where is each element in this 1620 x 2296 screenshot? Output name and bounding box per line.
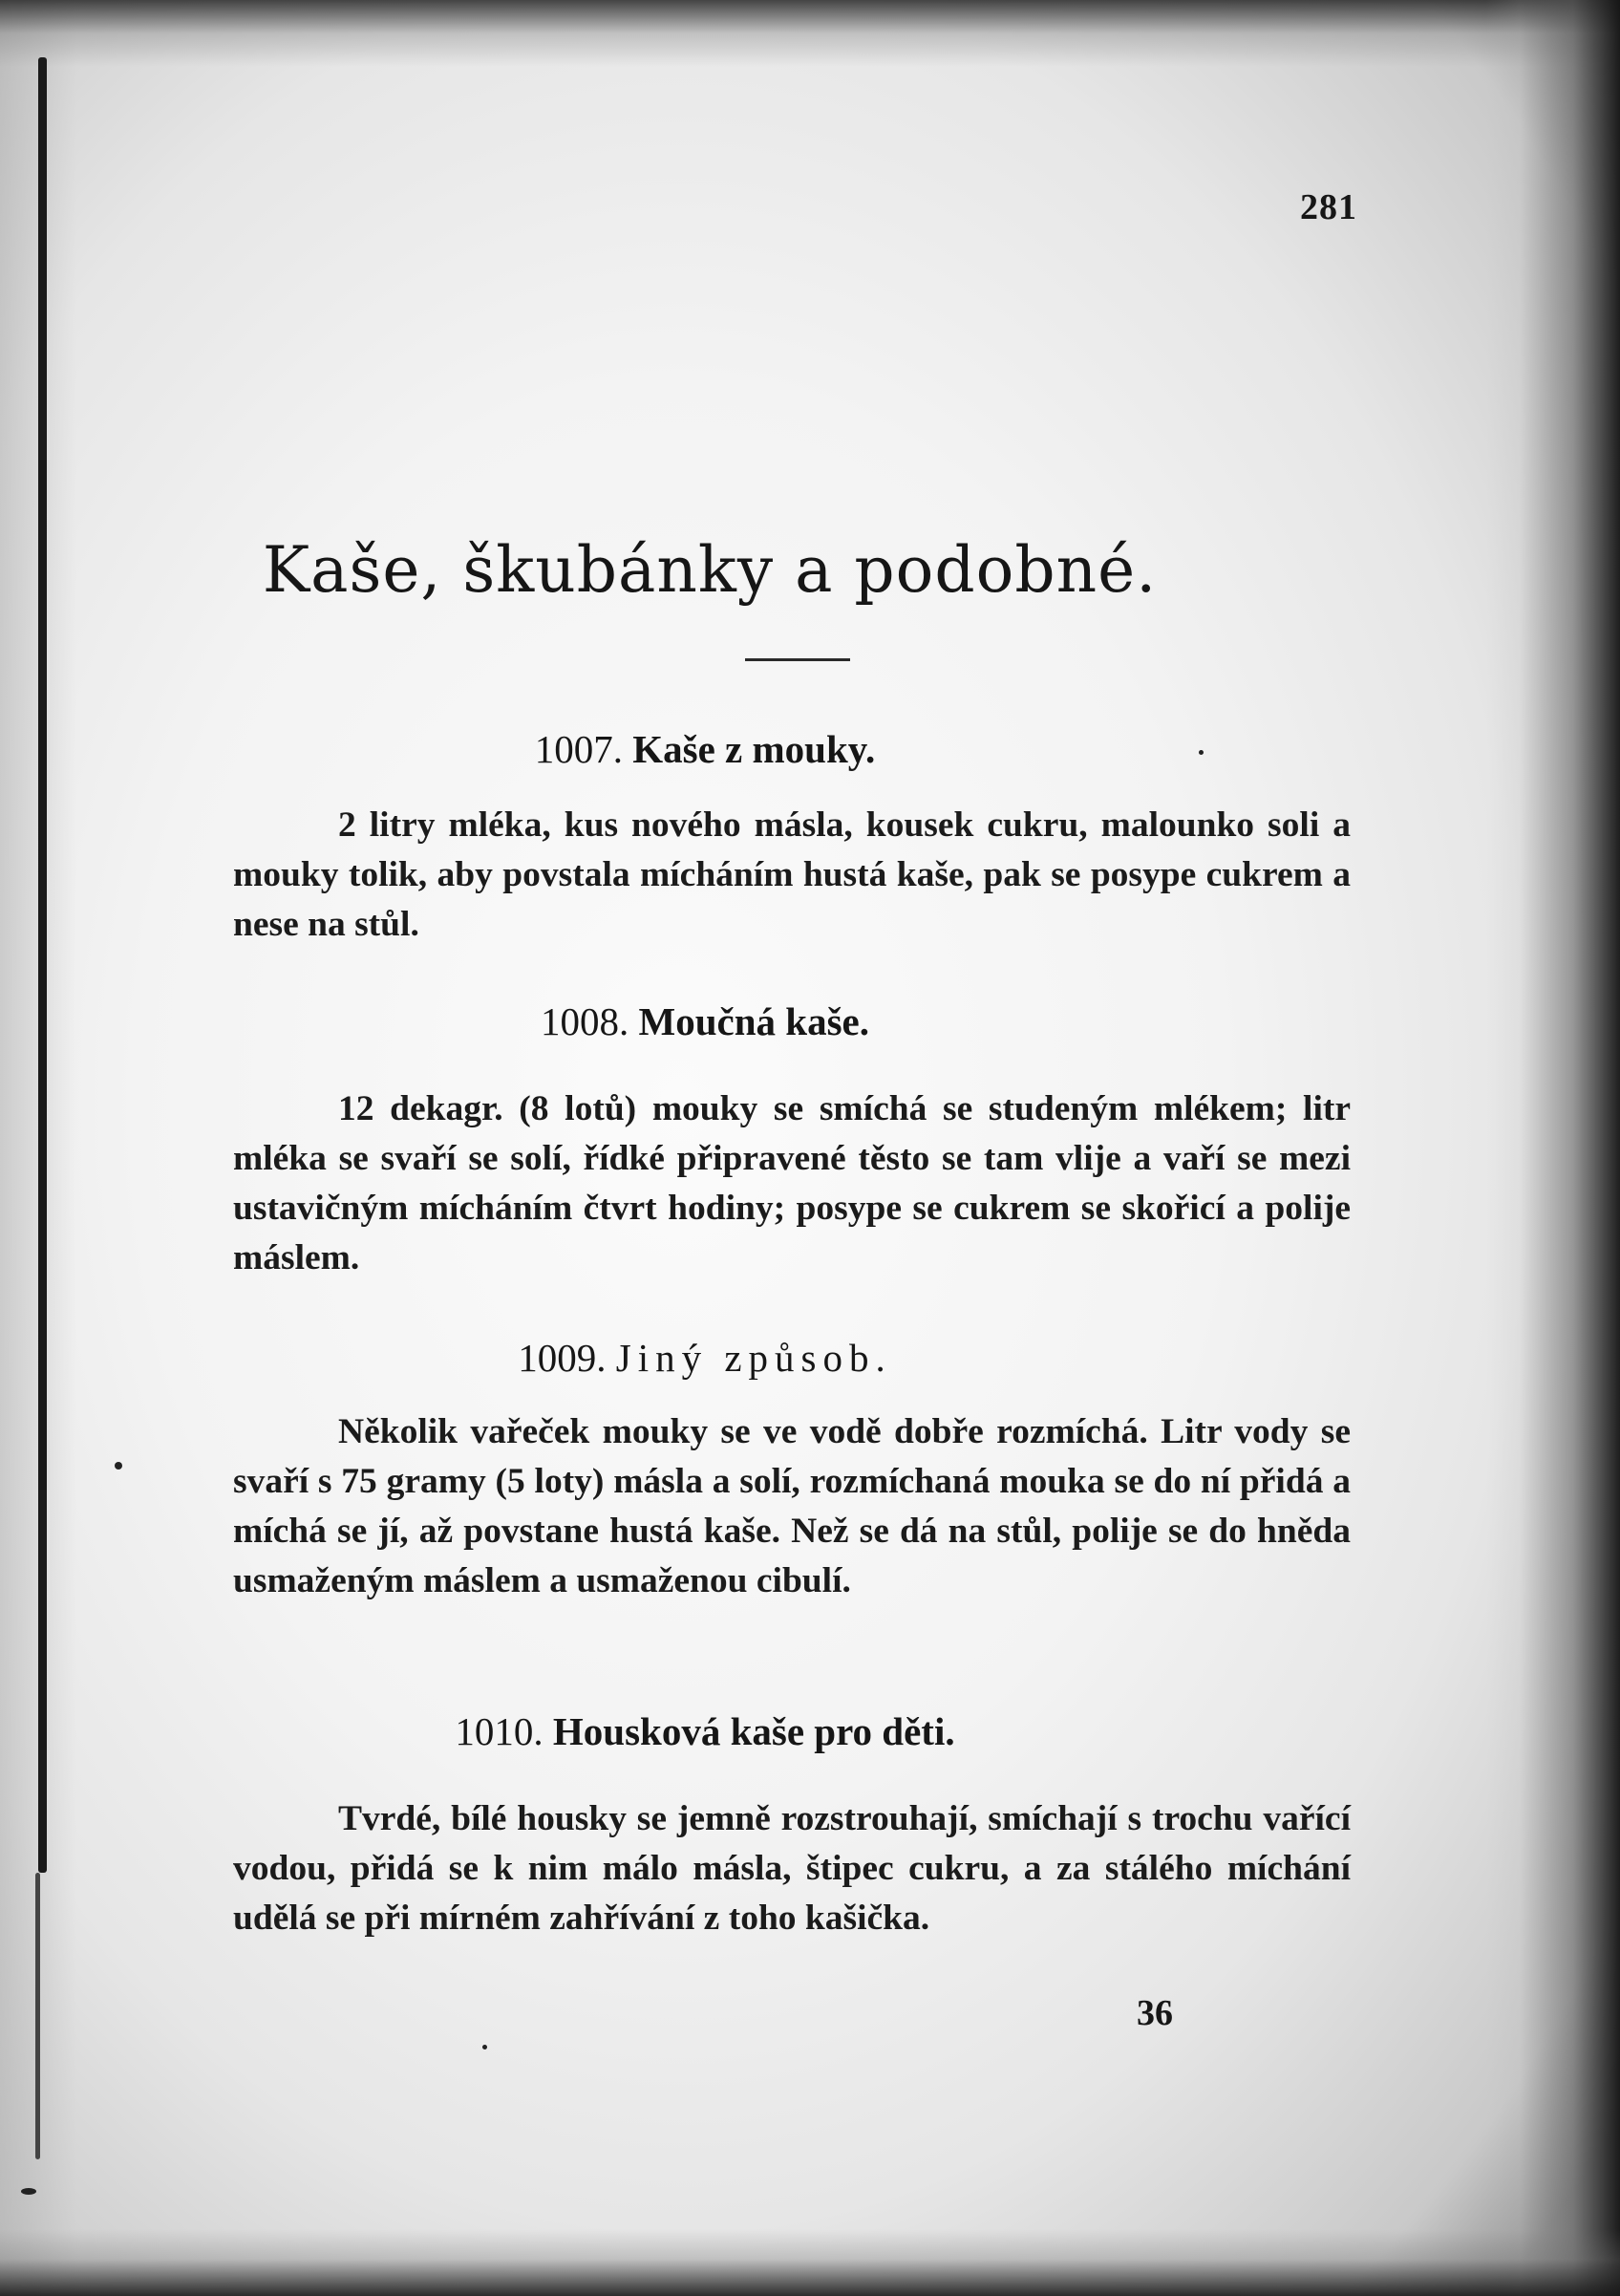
page-bottom-shadow [0,2229,1620,2296]
recipe-number: 1010. [455,1709,544,1753]
page-top-shadow [0,0,1620,67]
recipe-text-1007: 2 litry mléka, kus nového másla, kousek cukru, malounko soli a mouky tolik, aby povstala mícháním hustá kaše, pak se posype cukrem a nese na stůl. [233,805,1351,944]
title-divider [745,658,850,661]
recipe-name: Jiný způsob. [615,1336,892,1380]
print-speck [115,1462,122,1470]
print-speck [21,2188,36,2195]
recipe-heading-1008 [0,998,1515,1044]
recipe-heading-1010 [0,1708,1515,1754]
binding-gutter-line [38,57,47,1873]
recipe-text-1008: 12 dekagr. (8 lotů) mouky se smíchá se studeným mlékem; litr mléka se svaří se solí, řídké připravené těsto se tam vlije a vaří se mezi ustavičným mícháním čtvrt hodiny; posype se cukrem se skořicí a polije máslem. [233,1089,1351,1277]
chapter-title: Kaše, škubánky a podobné. [262,533,1158,607]
recipe-number: 1009. [518,1336,607,1380]
recipe-heading-1009 [0,1335,1515,1381]
recipe-name: Housková kaše pro děti. [552,1709,955,1753]
recipe-name: Kaše z mouky. [632,727,876,771]
signature-mark: 36 [1137,1993,1173,2033]
recipe-number: 1008. [541,999,629,1043]
recipe-number: 1007. [534,727,623,771]
page-right-shadow [1486,0,1620,2296]
binding-gutter-line-lower [35,1873,40,2159]
recipe-text-1009: Několik vařeček mouky se ve vodě dobře rozmíchá. Litr vody se svaří s 75 gramy (5 loty) másla a solí, rozmíchaná mouka se do ní přidá a míchá se jí, až povstane hustá kaše. Než se dá na stůl, polije se do hněda usmaženým máslem a usmaženou cibulí. [233,1412,1351,1600]
recipe-text-1010: Tvrdé, bílé housky se jemně rozstrouhají, smíchají s trochu vařící vodou, přidá se k nim málo másla, štipec cukru, a za stálého míchání udělá se při mírném zahřívání z toho kašička. [233,1799,1351,1938]
recipe-name: Moučná kaše. [638,999,869,1043]
recipe-heading-1007 [0,726,1515,772]
print-speck [482,2045,487,2049]
page-number: 281 [1300,187,1357,227]
